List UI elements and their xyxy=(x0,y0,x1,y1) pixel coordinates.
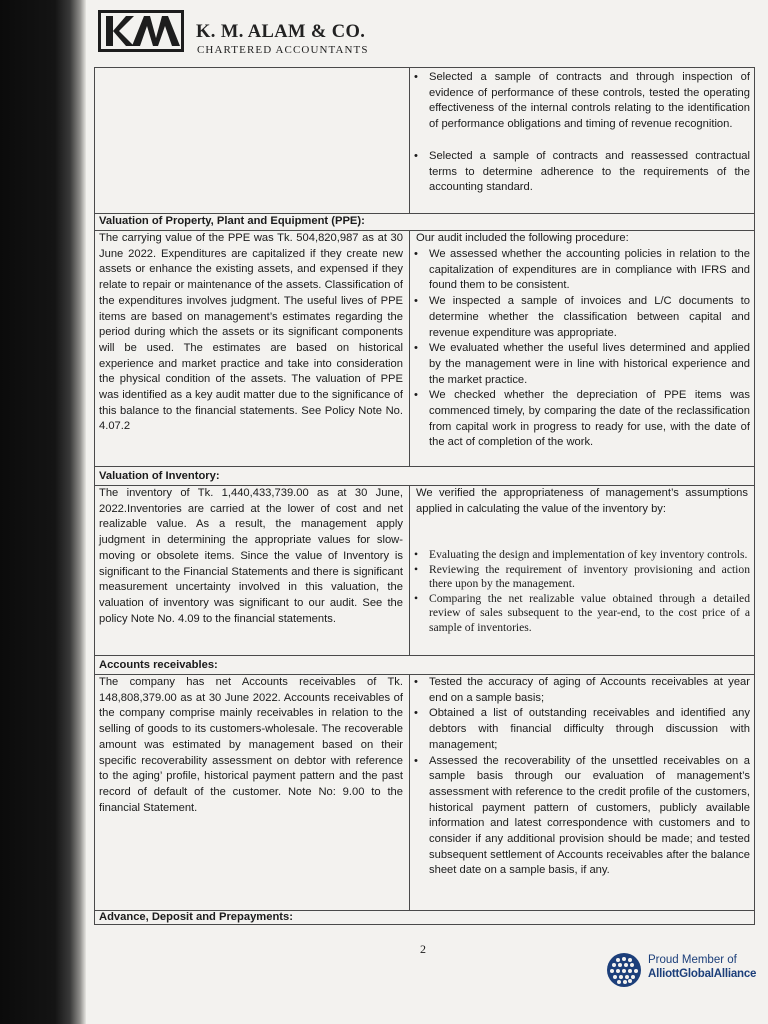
matter-cell xyxy=(95,68,408,213)
response-cell xyxy=(409,485,755,655)
key-audit-matters-table xyxy=(94,67,755,925)
alliance-badge xyxy=(606,948,768,988)
response-cell xyxy=(409,68,755,213)
list-item: • Comparing the net realizable value obtained through a detailed review of sales subsequent to the year-end, to the cost price of a sample of inventories. xyxy=(410,592,750,636)
firm-subtitle: CHARTERED ACCOUNTANTS xyxy=(197,44,369,56)
kma-monogram-icon xyxy=(98,8,184,54)
inventory-description: The inventory of Tk. 1,440,433,739.00 as at 30 June, 2022.Inventories are carried at the lower of cost and net realizable value. As a result, the management apply judgment in determining the appropriate values for slow-moving or obsolete items. Since the value of Inventory is significant to the Financial Statements and there is significant measurement uncertainty involved in this valuation, the valuation of inventory was significant to our audit. See the policy Note No. 4.09 to the financial statements. xyxy=(99,487,403,625)
audit-procedure-list xyxy=(410,675,750,879)
audit-procedure-list xyxy=(410,70,750,196)
section-title-receivables: Accounts receivables: xyxy=(99,659,218,671)
table-row xyxy=(95,230,754,466)
list-item: • Evaluating the design and implementation of key inventory controls. xyxy=(410,548,750,563)
alliance-tagline: Proud Member of xyxy=(648,954,737,966)
section-title-ppe: Valuation of Property, Plant and Equipment (PPE): xyxy=(99,215,365,227)
firm-name: K. M. ALAM & CO. xyxy=(196,22,366,42)
divider xyxy=(95,655,754,656)
list-item: • Selected a sample of contracts and through inspection of evidence of performance of these controls, tested the operating effectiveness of the internal controls relating to the identification of performance obligations and timing of revenue recognition. xyxy=(410,70,750,133)
list-item: • Tested the accuracy of aging of Accounts receivables at year end on a sample basis; xyxy=(410,675,750,706)
book-binding-shadow xyxy=(0,0,86,1024)
list-item: • We assessed whether the accounting policies in relation to the capitalization of expenditures are in compliance with IFRS and found them to be consistent. xyxy=(410,247,750,294)
response-cell xyxy=(409,674,755,910)
table-row xyxy=(95,485,754,655)
table-row xyxy=(95,674,754,910)
matter-cell xyxy=(95,230,408,466)
list-item: • We evaluated whether the useful lives determined and applied by the management were in line with historical experience and the market practice. xyxy=(410,341,750,388)
response-cell xyxy=(409,230,755,466)
globe-dots-icon xyxy=(606,952,642,988)
ppe-description: The carrying value of the PPE was Tk. 504,820,987 as at 30 June 2022. Expenditures are capitalized if they create new assets or enhance the existing assets, and expensed if they relate to repair or maintenance of the assets. Classification of the expenditures involves judgment. The useful lives of PPE items are based on management’s estimates regarding the period during which the assets or its significant components will be used. The estimates are based on historical experience and market practice and take into consideration the physical condition of the assets. The valuation of PPE was identified as a key audit matter due to the significance of this balance to the financial statements. See Policy Note No. 4.07.2 xyxy=(99,232,403,433)
inventory-procedure-intro: We verified the appropriateness of management’s assumptions applied in calculating the value of the inventory by: xyxy=(416,487,748,515)
audit-procedure-list xyxy=(410,548,750,636)
list-item: • We checked whether the depreciation of PPE items was commenced timely, by comparing the date of the reclassification from capital work in progress to ready for use, with the date of the act of completion of the work. xyxy=(410,388,750,451)
page-number: 2 xyxy=(420,942,426,956)
divider xyxy=(95,466,754,467)
letterhead xyxy=(98,8,498,56)
section-title-advance: Advance, Deposit and Prepayments: xyxy=(99,911,293,923)
list-item: • We inspected a sample of invoices and L/C documents to determine whether the classification between capital and revenue expenditure was appropriate. xyxy=(410,294,750,341)
audit-procedure-list xyxy=(410,247,750,451)
list-item: • Assessed the recoverability of the unsettled receivables on a sample basis through our evaluation of management’s assessment with reference to the credit profile of the customers, historical payment pattern of customers, publicly available information and latest correspondence with customers and to consider if any additional provision should be made; and tested subsequent settlement of Accounts receivables after the balance sheet date on a sample basis, if any. xyxy=(410,754,750,880)
alliance-name: AlliottGlobalAlliance xyxy=(648,968,757,980)
receivables-description: The company has net Accounts receivables of Tk. 148,808,379.00 as at 30 June 2022. Accounts receivables of the company comprise mainly receivables in relation to the selling of goods to its customers-wholesale. The recoverable amount was estimated by management based on their specific recoverability assessment on debtor with reference to the aging’ profile, historical payment pattern and the past record of default of the customer. Note No: 9.00 to the financial Statement. xyxy=(99,676,403,814)
list-item: • Selected a sample of contracts and reassessed contractual terms to determine adherence to the requirements of the accounting standard. xyxy=(410,149,750,196)
ppe-procedure-intro: Our audit included the following procedure: xyxy=(416,232,629,244)
list-item: • Obtained a list of outstanding receivables and identified any debtors with financial difficulty through discussion with management; xyxy=(410,706,750,753)
divider xyxy=(95,213,754,214)
list-item: • Reviewing the requirement of inventory provisioning and action there upon by the management. xyxy=(410,563,750,592)
section-title-inventory: Valuation of Inventory: xyxy=(99,470,220,482)
matter-cell xyxy=(95,485,408,655)
matter-cell xyxy=(95,674,408,910)
table-row xyxy=(95,68,754,213)
